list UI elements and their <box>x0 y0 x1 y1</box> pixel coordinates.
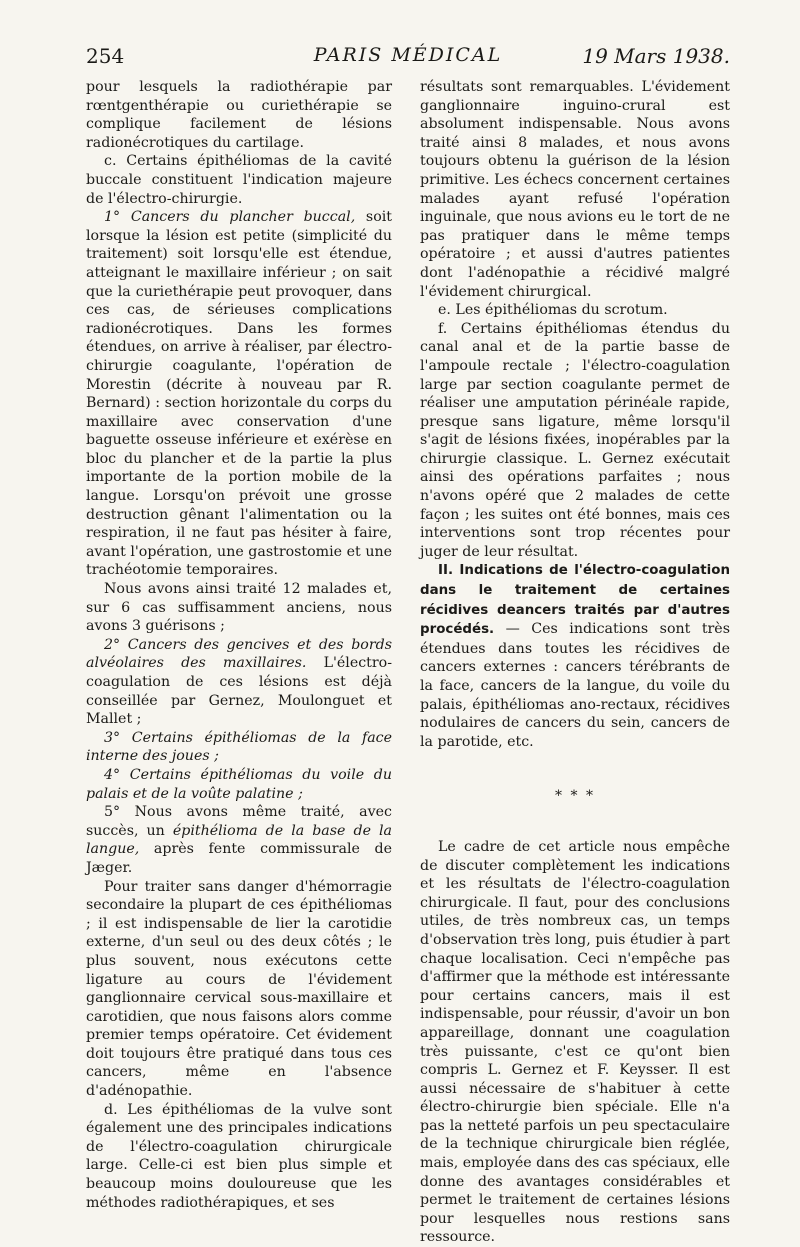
paragraph: 1° Cancers du plancher buccal, soit lorsque la lésion est petite (simplicité du traitement) soit lorsqu'elle est étendue, atteignant le maxillaire inférieur ; on sait que la curiethérapie peut provoquer, dans ces cas, de sérieuses complications radionécrotiques. Dans les formes étendues, on arrive à réaliser, par électro-chirurgie coagulante, l'opération de Morestin (décrite à nouveau par R. Bernard) : section horizontale du corps du maxillaire avec conservation d'une baguette osseuse inférieure et exérèse en bloc du plancher et de la partie la plus importante de la portion mobile de la langue. Lorsqu'on prévoit une grosse destruction gênant l'alimentation ou la respiration, il ne faut pas hésiter à faire, avant l'opération, une gastrostomie et une trachéotomie temporaires. <box>86 209 392 579</box>
paragraph: pour lesquels la radiothérapie par rœntgenthérapie ou curiethérapie se complique facilement de lésions radionécrotiques du cartilage. <box>86 79 392 151</box>
section-heading: II. Indications de l'électro-coagulation dans le traitement de certaines récidives deancers traités par d'autres procédés. <box>420 563 730 638</box>
item-lead: 4° Certains épithéliomas du voile du palais et de la voûte palatine ; <box>86 766 392 802</box>
issue-date: 19 Mars 1938. <box>582 44 730 68</box>
item-lead: 3° Certains épithéliomas de la face interne des joues ; <box>86 729 392 765</box>
paragraph: Nous avons ainsi traité 12 malades et, sur 6 cas suffisamment anciens, nous avons 3 guérisons ; <box>86 581 392 635</box>
paragraph: Le cadre de cet article nous empêche de discuter complètement les indications et les résultats de l'électro-coagulation chirurgicale. Il faut, pour des conclusions utiles, de très nombreux cas, un temps d'observation très long, puis étudier à part chaque localisation. Ceci n'empêche pas d'affirmer que la méthode est intéressante pour certains cancers, mais il est indispensable, pour réussir, d'avoir un bon appareillage, donnant une coagulation très puissante, c'est ce qu'ont bien compris L. Gernez et F. Keysser. Il est aussi nécessaire de s'habituer à cette électro-chirurgie bien spéciale. Elle n'a pas la netteté parfois un peu spectaculaire de la technique chirurgicale bien réglée, mais, employée dans des cas spéciaux, elle donne des avantages considérables et permet le traitement de certaines lésions pour lesquelles nous restions sans ressource. <box>420 838 730 1246</box>
section-separator: * * * <box>555 788 595 805</box>
paragraph: c. Certains épithéliomas de la cavité buccale constituent l'indication majeure de l'électro-chirurgie. <box>86 153 392 207</box>
journal-title: PARIS MÉDICAL <box>313 44 503 66</box>
left-column <box>86 78 392 1212</box>
item-lead: 2° Cancers des gencives et des bords alvéolaires des maxillaires. <box>86 636 392 672</box>
paragraph: 5° Nous avons même traité, avec succès, un épithélioma de la base de la langue, après fente commissurale de Jæger. <box>86 804 392 876</box>
paragraph: f. Certains épithéliomas étendus du canal anal et de la partie basse de l'ampoule rectale ; l'électro-coagulation large par section coagulante permet de réaliser une amputation périnéale rapide, presque sans ligature, même lorsqu'il s'agit de lésions fixées, inopérables par la chirurgie classique. L. Gernez exécutait ainsi des opérations parfaites ; nous n'avons opéré que 2 malades de cette façon ; les suites ont été bonnes, mais ces interventions sont trop récentes pour juger de leur résultat. <box>420 320 730 560</box>
page-number: 254 <box>86 44 125 68</box>
section-paragraph: II. Indications de l'électro-coagulation dans le traitement de certaines récidives deancers traités par d'autres procédés. — Ces indications sont très étendues dans toutes les récidives de cancers externes : cancers térébrants de la face, cancers de la langue, du voile du palais, épithéliomas ano-rectaux, récidives nodulaires de cancers du sein, cancers de la parotide, etc. <box>420 563 730 750</box>
paragraph: 2° Cancers des gencives et des bords alvéolaires des maxillaires. L'électro-coagulation de ces lésions est déjà conseillée par Gernez, Moulonguet et Mallet ; <box>86 636 392 728</box>
item-lead: 1° Cancers du plancher buccal, <box>104 209 356 226</box>
paragraph: Pour traiter sans danger d'hémorragie secondaire la plupart de ces épithéliomas ; il est indispensable de lier la carotidie externe, d'un seul ou des deux côtés ; le plus souvent, nous exécutons cette ligature au cours de l'évidement ganglionnaire cervical sous-maxillaire et carotidien, que nous faisons alors comme premier temps opératoire. Cet évidement doit toujours être pratiqué dans tous ces cancers, même en l'absence d'adénopathie. <box>86 878 392 1100</box>
running-header <box>86 44 730 72</box>
right-column <box>420 78 730 1247</box>
paragraph: e. Les épithéliomas du scrotum. <box>438 302 668 319</box>
paragraph: d. Les épithéliomas de la vulve sont également une des principales indications de l'électro-coagulation chirurgicale large. Celle-ci est bien plus simple et beaucoup moins douloureuse que les méthodes radiothérapiques, et ses <box>86 1101 392 1211</box>
paragraph <box>86 766 392 803</box>
paragraph: résultats sont remarquables. L'évidement ganglionnaire inguino-crural est absolument indispensable. Nous avons traité ainsi 8 malades, et nous avons toujours obtenu la guérison de la lésion primitive. Les échecs concernent certaines malades ayant refusé l'opération inguinale, que nous avions eu le tort de ne pas pratiquer dans le même temps opératoire ; et aussi d'autres patientes dont l'adénopathie a récidivé malgré l'évidement chirurgical. <box>420 79 730 300</box>
paragraph <box>86 729 392 766</box>
